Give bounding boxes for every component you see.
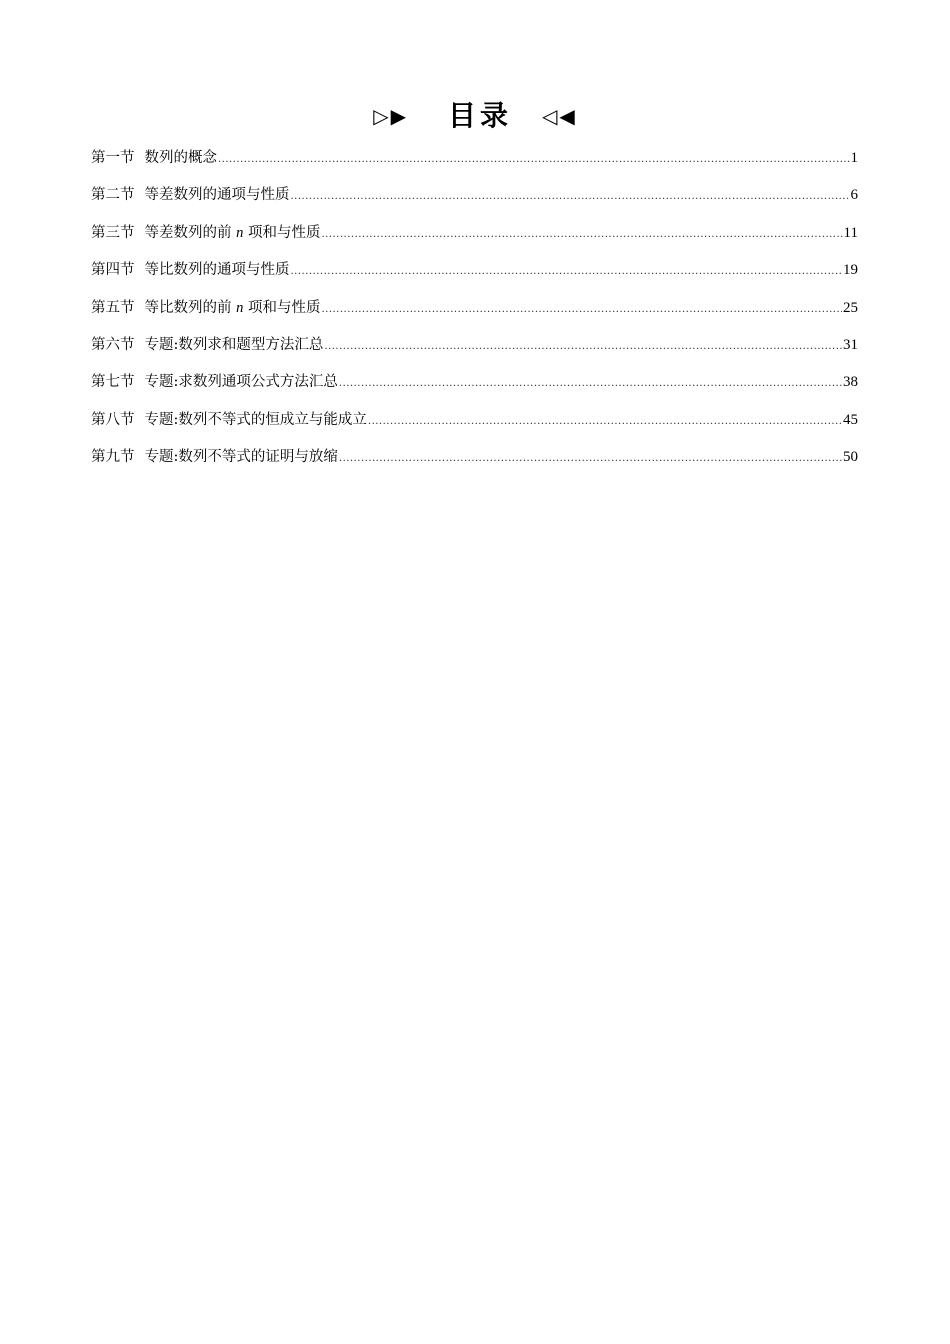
toc-section-title: 专题:求数列通项公式方法汇总 [144,374,338,391]
toc-entry-6[interactable] [91,334,858,371]
toc-entry-4[interactable] [91,259,858,296]
toc-entry-8[interactable] [91,409,858,446]
triangle-left-icon: ◁◀ [542,104,577,128]
toc-dot-leader [291,261,843,283]
toc-section-number: 第一节 [91,150,135,166]
toc-section-title: 等比数列的通项与性质 [144,262,290,279]
toc-section-title: 专题:数列不等式的证明与放缩 [144,449,338,466]
toc-section-title: 数列的概念 [144,150,217,166]
toc-dot-leader [324,336,842,358]
toc-dot-leader [321,299,842,321]
toc-dot-leader [368,411,842,433]
toc-page-number: 6 [850,187,858,204]
toc-entry-2[interactable] [91,184,858,221]
toc-section-number: 第五节 [91,299,135,316]
toc-section-number: 第三节 [91,224,135,241]
toc-page-number: 1 [850,150,858,166]
toc-section-title: 等差数列的前 n 项和与性质 [144,224,321,241]
toc-entry-5[interactable] [91,297,858,334]
toc-section-title: 等差数列的通项与性质 [144,187,290,204]
table-of-contents [91,147,858,484]
toc-section-number: 第二节 [91,187,135,204]
toc-page-number: 25 [843,299,858,316]
toc-section-number: 第四节 [91,262,135,279]
toc-section-number: 第九节 [91,449,135,466]
toc-page-number: 50 [843,449,858,466]
toc-page-number: 31 [843,336,858,353]
toc-dot-leader [291,186,850,208]
toc-page-number: 38 [843,374,858,391]
toc-section-number: 第七节 [91,374,135,391]
toc-dot-leader [218,149,850,171]
toc-entry-7[interactable] [91,371,858,408]
page-title: 目录 [447,99,512,132]
toc-dot-leader [321,224,842,246]
toc-page-number: 11 [843,224,858,241]
toc-section-number: 第六节 [91,336,135,353]
toc-page-number: 19 [843,262,858,279]
toc-header [0,96,950,136]
toc-entry-9[interactable] [91,446,858,483]
toc-section-title: 等比数列的前 n 项和与性质 [144,299,321,316]
toc-entry-1[interactable] [91,147,858,184]
toc-entry-3[interactable] [91,222,858,259]
triangle-right-icon: ▷▶ [373,104,408,128]
toc-dot-leader [339,373,842,395]
toc-page-number: 45 [843,411,858,428]
toc-section-title: 专题:数列求和题型方法汇总 [144,336,324,353]
toc-section-number: 第八节 [91,411,135,428]
toc-section-title: 专题:数列不等式的恒成立与能成立 [144,411,367,428]
toc-dot-leader [339,448,842,470]
